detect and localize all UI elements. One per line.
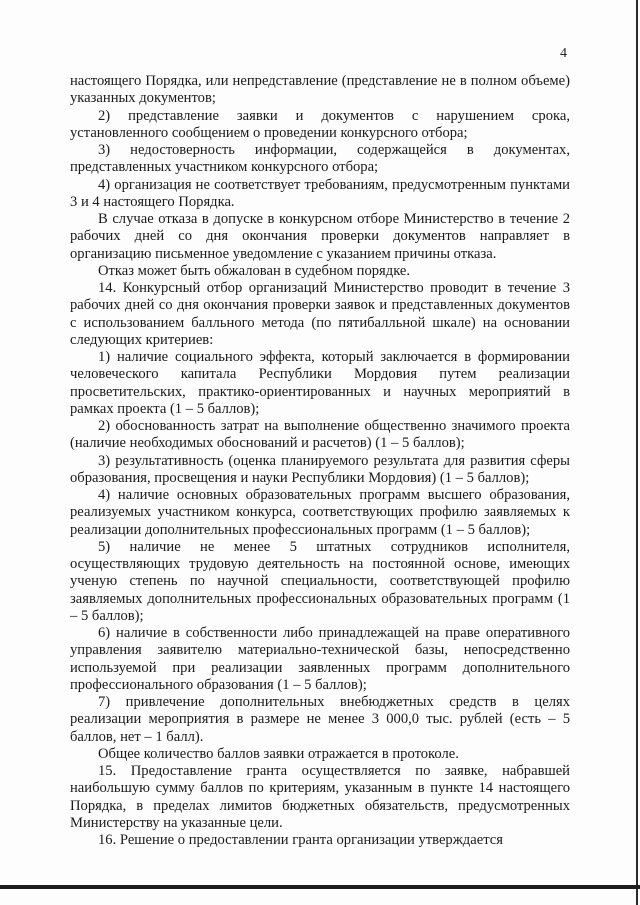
paragraph: 7) привлечение дополнительных внебюджетных средств в целях реализации мероприятия в размере не менее 3 000,0 тыс. рублей (есть – 5 баллов, нет – 1 балл). bbox=[70, 694, 570, 745]
paragraph: 6) наличие в собственности либо принадлежащей на праве оперативного управления заявителю материально-технической базы, непосредственно используемой при реализации заявленных программ дополнительного профессионального образования (1 – 5 баллов); bbox=[70, 625, 570, 693]
scan-edge-right bbox=[636, 0, 638, 905]
paragraph: 3) недостоверность информации, содержащейся в документах, представленных участником конкурсного отбора; bbox=[70, 142, 570, 176]
scan-edge-bottom bbox=[0, 885, 640, 889]
paragraph: 5) наличие не менее 5 штатных сотрудников исполнителя, осуществляющих трудовую деятельность на постоянной основе, имеющих ученую степень по научной специальности, соответствующей профилю заявляемых дополнительных профессиональных образовательных программ (1 – 5 баллов); bbox=[70, 538, 570, 624]
paragraph: 2) обоснованность затрат на выполнение общественно значимого проекта (наличие необходимых обоснований и расчетов) (1 – 5 баллов); bbox=[70, 418, 570, 452]
paragraph: 16. Решение о предоставлении гранта организации утверждается bbox=[98, 832, 503, 848]
paragraph: 4) организация не соответствует требованиям, предусмотренным пунктами 3 и 4 настоящего Порядка. bbox=[70, 176, 570, 210]
paragraph: 15. Предоставление гранта осуществляется по заявке, набравшей наибольшую сумму баллов по критериям, указанным в пункте 14 настоящего Порядка, в пределах лимитов бюджетных обязательств, предусмотренных Министерству на указанные цели. bbox=[70, 763, 570, 831]
paragraph: Общее количество баллов заявки отражается в протоколе. bbox=[98, 745, 459, 762]
paragraph: 4) наличие основных образовательных программ высшего образования, реализуемых участником конкурса, соответствующих профилю заявляемых к реализации дополнительных профессиональных программ (1 – 5 баллов); bbox=[70, 487, 570, 538]
paragraph: Отказ может быть обжалован в судебном порядке. bbox=[98, 262, 411, 279]
page-number: 4 bbox=[560, 46, 567, 61]
paragraph: 1) наличие социального эффекта, который заключается в формировании человеческого капитала Республики Мордовия путем реализации просветительских, практико-ориентированных и научных мероприятий в рамках проекта (1 – 5 баллов); bbox=[70, 349, 570, 417]
paragraph: 3) результативность (оценка планируемого результата для развития сферы образования, просвещения и науки Республики Мордовия) (1 – 5 баллов); bbox=[70, 452, 570, 486]
paragraph: настоящего Порядка, или непредставление (представление не в полном объеме) указанных документов; bbox=[70, 73, 570, 107]
paragraph: 2) представление заявки и документов с нарушением срока, установленного сообщением о проведении конкурсного отбора; bbox=[70, 107, 570, 141]
paragraph: В случае отказа в допуске в конкурсном отборе Министерство в течение 2 рабочих дней со дня окончания проверки документов направляет в организацию письменное уведомление с указанием причины отказа. bbox=[70, 211, 570, 262]
paragraph: 14. Конкурсный отбор организаций Министерство проводит в течение 3 рабочих дней со дня окончания проверки заявок и представленных документов с использованием балльного метода (по пятибалльной шкале) на основании следующих критериев: bbox=[70, 280, 570, 348]
document-body bbox=[70, 73, 570, 849]
